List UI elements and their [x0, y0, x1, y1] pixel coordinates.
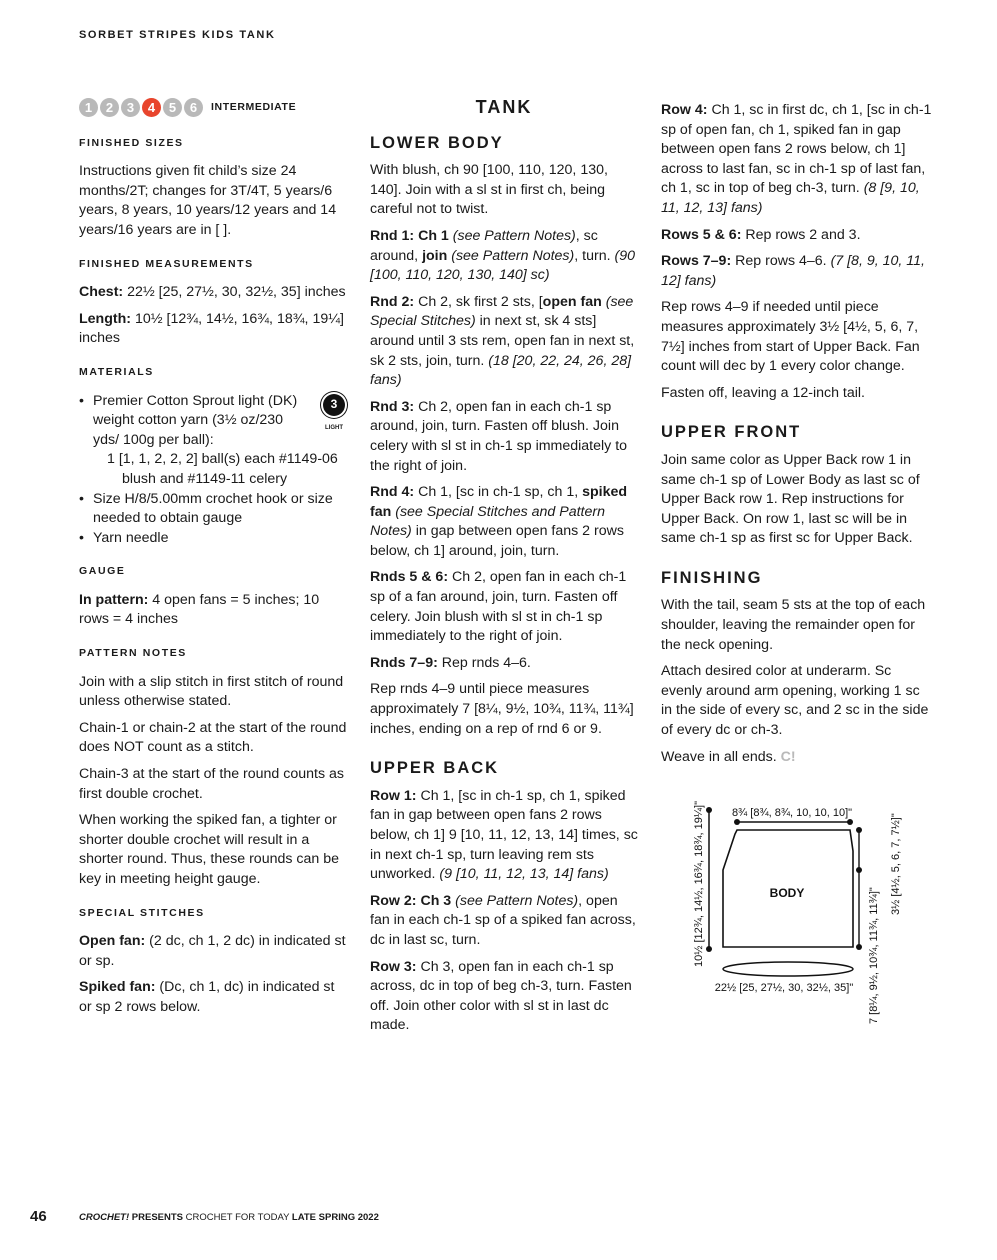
upper-back-fasten: Fasten off, leaving a 12-inch tail. — [661, 384, 866, 401]
end-mark: C! — [780, 748, 796, 765]
upper-back-repeat: Rep rows 4–9 if needed until piece measures approximately 3½ [4½, 5, 6, 7, 7½] inches from start of Upper Back. Fan count will dec by 1 every color change. — [661, 299, 920, 375]
rows-5-6: Rows 5 & 6: Rep rows 2 and 3. — [661, 226, 861, 243]
body-label: BODY — [769, 886, 805, 900]
page-number: 46 — [30, 1208, 47, 1225]
row-1: Row 1: Ch 1, [sc in ch-1 sp, ch 1, spiked fan in gap between open fans 2 rows below, ch 1] 9 [10, 11, 12, 13, 14] times, sc in next ch-1 sp, turn leaving rem sts unworked. (9 [10, 11, 12, 13, 14] fans) — [370, 787, 638, 883]
bottom-circumference-ellipse — [723, 962, 853, 976]
upper-back-heading: UPPER BACK — [370, 759, 500, 778]
material-hook: • Size H/8/5.00mm crochet hook or size needed to obtain gauge — [79, 490, 351, 529]
right-lower-dot-bottom — [856, 944, 862, 950]
material-yarn: • Premier Cotton Sprout light (DK) weight cotton yarn (3½ oz/230 yds/ 100g per ball): 1 [1, 1, 2, 2, 2] ball(s) each #1149-06 blush and #1149-11 celery — [79, 392, 351, 490]
finishing-p2: Attach desired color at underarm. Sc evenly around arm opening, working 1 sc in the side of every sc, and 2 sc in the side of every dc or ch-3. — [661, 663, 929, 739]
yarn-weight-icon: 3 LIGHT — [317, 394, 351, 439]
running-header: SORBET STRIPES KIDS TANK — [79, 29, 276, 41]
left-height-label: 10½ [12¾, 14½, 16¾, 18¾, 19¼]" — [693, 801, 705, 967]
finishing-p3: Weave in all ends. C! — [661, 748, 796, 765]
upper-front-text: Join same color as Upper Back row 1 in same ch-1 sp of Lower Body as last sc of Upper Back row 1. Rep instructions for Upper Back. On row 1, last sc will be in same ch-1 sp as first sc for Upper Back. — [661, 451, 920, 547]
pattern-note-2: Chain-1 or chain-2 at the start of the round does NOT count as a stitch. — [79, 719, 347, 756]
open-fan-definition: Open fan: (2 dc, ch 1, 2 dc) in indicated st or sp. — [79, 933, 346, 969]
lower-body-heading: LOWER BODY — [370, 133, 504, 152]
publication-line: CROCHET! PRESENTS CROCHET FOR TODAY LATE SPRING 2022 — [79, 1212, 379, 1223]
pattern-note-4: When working the spiked fan, a tighter or shorter double crochet will result in a shorter round. Thus, these rounds can be key in meeting height gauge. — [79, 812, 340, 887]
spiked-fan-definition: Spiked fan: (Dc, ch 1, dc) in indicated st or sp 2 rows below. — [79, 979, 335, 1015]
top-dimension-dot-left — [734, 819, 740, 825]
materials-list-wrap — [79, 392, 351, 549]
rnds-5-6: Rnds 5 & 6: Ch 2, open fan in each ch-1 sp of a fan around, join, turn. Fasten off celery. Join blush with sl st in ch-1 sp immediately to the right of join. — [370, 569, 627, 645]
length-measurement: Length: 10½ [12¾, 14½, 16¾, 18¾, 19¼] inches — [79, 310, 344, 347]
special-stitches-heading: SPECIAL STITCHES — [79, 906, 205, 919]
row-2: Row 2: Ch 3 (see Pattern Notes), open fan in each ch-1 sp of a spiked fan across, dc in last sc, turn. — [370, 892, 636, 948]
right-lower-label: 7 [8¼, 9½, 10¾, 11¾, 11¾]" — [868, 887, 880, 1024]
page-footer — [30, 1208, 379, 1225]
chest-measurement: Chest: 22½ [25, 27½, 30, 32½, 35] inches — [79, 284, 346, 301]
row-4: Row 4: Ch 1, sc in first dc, ch 1, [sc in ch-1 sp of open fan, ch 1, spiked fan in gap between open fans 2 rows below, ch 1] across to last fan, sc in ch-1 sp of last fan, ch 1, sc in top of beg ch-3, turn. (8 [9, 10, 11, 12, 13] fans) — [661, 102, 932, 216]
finishing-heading: FINISHING — [661, 568, 763, 587]
right-upper-dot-top — [856, 827, 862, 833]
material-needle: • Yarn needle — [79, 529, 351, 549]
materials-heading: MATERIALS — [79, 365, 154, 378]
column-continued — [661, 101, 933, 774]
upper-front-heading: UPPER FRONT — [661, 423, 802, 442]
row-3: Row 3: Ch 3, open fan in each ch-1 sp across, dc in top of beg ch-3, turn. Fasten off. Join other color with sl st in last dc made. — [370, 958, 632, 1034]
skill-level-2: 2 — [100, 98, 119, 117]
rnd-4: Rnd 4: Ch 1, [sc in ch-1 sp, ch 1, spiked fan (see Special Stitches and Pattern Notes) in gap between open fans 2 rows below, ch 1] around, join, turn. — [370, 484, 628, 559]
tank-title: TANK — [475, 97, 533, 117]
skill-level-6: 6 — [184, 98, 203, 117]
column-materials — [79, 98, 351, 1025]
pattern-note-3: Chain-3 at the start of the round counts as first double crochet. — [79, 766, 344, 802]
finished-measurements-heading: FINISHED MEASUREMENTS — [79, 257, 254, 270]
rnds-7-9: Rnds 7–9: Rep rnds 4–6. — [370, 654, 531, 671]
skill-level-5: 5 — [163, 98, 182, 117]
skill-level-4-active: 4 — [142, 98, 161, 117]
skill-level-3: 3 — [121, 98, 140, 117]
pattern-notes-heading: PATTERN NOTES — [79, 647, 187, 660]
rows-7-9: Rows 7–9: Rep rows 4–6. (7 [8, 9, 10, 11, 12] fans) — [661, 253, 925, 289]
finishing-p1: With the tail, seam 5 sts at the top of each shoulder, leaving the remainder open for the neck opening. — [661, 597, 926, 653]
rnd-1: Rnd 1: Ch 1 (see Pattern Notes), sc around, join (see Pattern Notes), turn. (90 [100, 110, 120, 130, 140] sc) — [370, 227, 635, 284]
right-upper-label: 3½ [4½, 5, 6, 7, 7½]" — [890, 813, 902, 915]
schematic-svg — [690, 772, 940, 1032]
left-dimension-dot-bottom — [706, 946, 712, 952]
skill-level-1: 1 — [79, 98, 98, 117]
pattern-note-1: Join with a slip stitch in first stitch of round unless otherwise stated. — [79, 673, 344, 710]
materials-list — [79, 392, 351, 549]
finished-sizes-heading: FINISHED SIZES — [79, 136, 184, 149]
schematic-diagram — [690, 772, 940, 1032]
lower-body-repeat: Rep rnds 4–9 until piece measures approximately 7 [8¼, 9½, 10¾, 11¾, 11¾] inches, ending on a rep of rnd 6 or 9. — [370, 681, 634, 737]
left-dimension-dot-top — [706, 807, 712, 813]
skill-level-label: INTERMEDIATE — [211, 101, 297, 113]
lower-body-intro: With blush, ch 90 [100, 110, 120, 130, 140]. Join with a sl st in first ch, being careful not to twist. — [370, 162, 608, 218]
rnd-3: Rnd 3: Ch 2, open fan in each ch-1 sp around, join, turn. Fasten off blush. Join celery with sl st in ch-1 sp immediately to the right of join. — [370, 398, 628, 474]
column-tank — [370, 98, 638, 1043]
top-width-label: 8¾ [8¾, 8¾, 10, 10, 10]" — [731, 807, 853, 819]
gauge-heading: GAUGE — [79, 565, 126, 578]
bottom-width-label: 22½ [25, 27½, 30, 32½, 35]" — [714, 982, 854, 994]
top-dimension-dot-right — [847, 819, 853, 825]
gauge-text: In pattern: 4 open fans = 5 inches; 10 rows = 4 inches — [79, 591, 320, 628]
finished-sizes-text: Instructions given fit child’s size 24 months/2T; changes for 3T/4T, 5 years/6 years, 8 years, 10 years/12 years and 14 years/16 years are in [ ]. — [79, 163, 337, 238]
rnd-2: Rnd 2: Ch 2, sk first 2 sts, [open fan (see Special Stitches) in next st, sk 4 sts] around until 3 sts rem, open fan in next st, sk 2 sts, join, turn. (18 [20, 22, 24, 26, 28] fans) — [370, 293, 635, 389]
skill-level — [79, 98, 351, 118]
